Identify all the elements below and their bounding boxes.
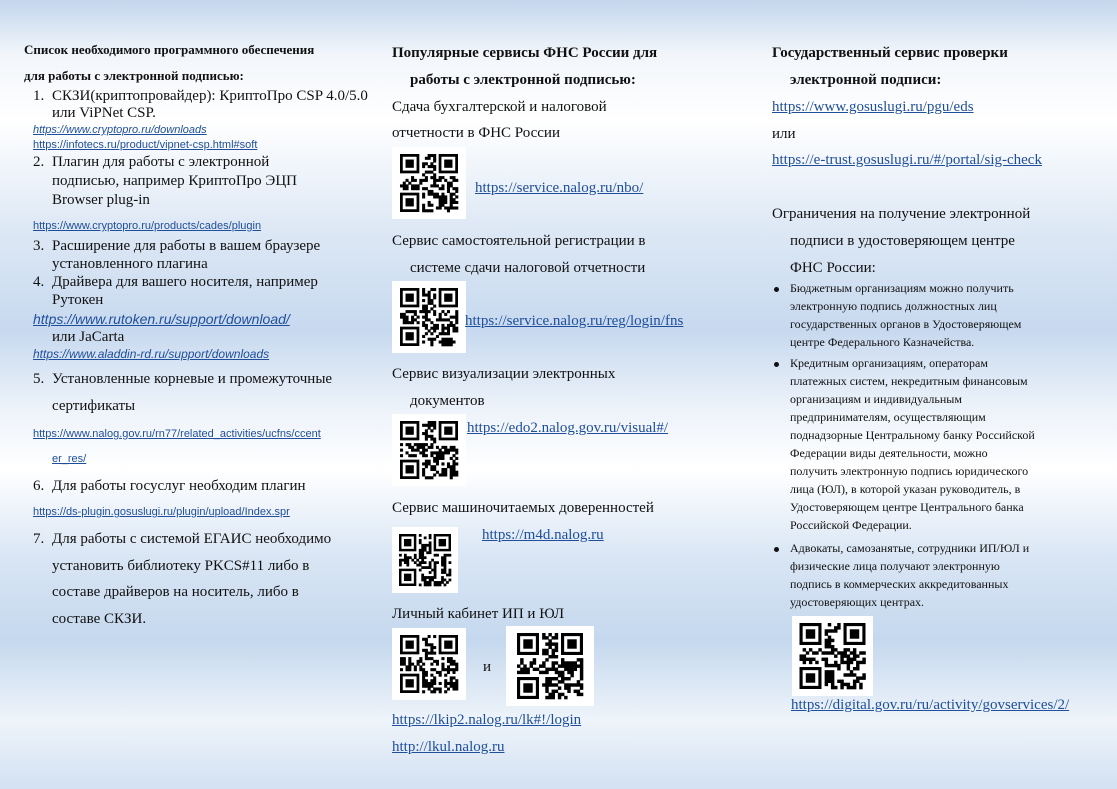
list-item-text: Для работы с системой ЕГАИС необходимо: [52, 531, 332, 547]
or-text: или: [772, 126, 796, 142]
list-number: 6.: [33, 478, 45, 494]
bullet-text: Кредитным организациям, операторам: [790, 356, 988, 370]
limits-title-line3: ФНС России:: [790, 260, 876, 276]
bullet-text: поднадзорные Центральному банку Российской: [790, 428, 1035, 442]
list-item-text: или ViPNet CSP.: [52, 105, 156, 121]
and-separator: и: [483, 659, 492, 675]
bullet-text: Российской Федерации.: [790, 518, 912, 532]
list-item-text: Расширение для работы в вашем браузере: [52, 238, 321, 254]
bullet-text: физические лица получают электронную: [790, 559, 1000, 573]
list-number: 4.: [33, 274, 45, 290]
list-item-text: Browser plug-in: [52, 192, 150, 208]
limits-title-line2: подписи в удостоверяющем центре: [790, 233, 1015, 249]
list-item-text: составе СКЗИ.: [52, 611, 147, 627]
lkul-link[interactable]: http://lkul.nalog.ru: [392, 739, 505, 755]
qr-code-lkul: [506, 626, 594, 706]
cryptopro-downloads-link[interactable]: https://www.cryptopro.ru/downloads: [33, 124, 207, 136]
software-title-line2: для работы с электронной подписью:: [24, 68, 244, 83]
list-number: 2.: [33, 154, 45, 170]
list-item-text: установленного плагина: [52, 256, 208, 272]
list-item-text: Рутокен: [52, 292, 104, 308]
bullet-text: Удостоверяющем центре Центрального банка: [790, 500, 1024, 514]
list-item-text: сертификаты: [52, 398, 136, 414]
limits-title: Ограничения на получение электронной: [772, 206, 1031, 222]
bullet-icon: [774, 287, 779, 292]
list-item-text: Плагин для работы с электронной: [52, 154, 270, 170]
bullet-text: государственных органов в Удостоверяющем: [790, 317, 1022, 331]
qr-code-digital: [792, 616, 873, 696]
cades-plugin-link[interactable]: https://www.cryptopro.ru/products/cades/plugin: [33, 220, 262, 232]
list-item-text: подписью, например КриптоПро ЭЦП: [52, 173, 297, 189]
bullet-text: предпринимателям, осуществляющим: [790, 410, 986, 424]
etrust-link[interactable]: https://e-trust.gosuslugi.ru/#/portal/sig-check: [772, 152, 1042, 168]
bullet-text: Адвокаты, самозанятые, сотрудники ИП/ЮЛ и: [790, 541, 1030, 555]
root-certificates-link-cont[interactable]: er_res/: [52, 453, 87, 465]
service-visual-link[interactable]: https://edo2.nalog.gov.ru/visual#/: [467, 420, 669, 436]
bullet-text: центре Федерального Казначейства.: [790, 335, 975, 349]
verification-title-line2: электронной подписи:: [790, 72, 942, 88]
service-reg-title: Сервис самостоятельной регистрации в: [392, 233, 646, 249]
bullet-text: подпись в коммерческих аккредитованных: [790, 577, 1009, 591]
list-item-text: Для работы госуслуг необходим плагин: [52, 478, 306, 494]
bullet-text: электронную подпись должностных лиц: [790, 299, 997, 313]
lkip-link[interactable]: https://lkip2.nalog.ru/lk#!/login: [392, 712, 582, 728]
qr-code-m4d: [392, 527, 458, 593]
service-reg-link[interactable]: https://service.nalog.ru/reg/login/fns: [465, 313, 684, 329]
bullet-text: лица (ЮЛ), в которой указан руководитель, в: [790, 482, 1021, 496]
service-nbo-link[interactable]: https://service.nalog.ru/nbo/: [475, 180, 644, 196]
service-cabinet-title: Личный кабинет ИП и ЮЛ: [392, 606, 565, 622]
qr-code-visual: [392, 414, 466, 486]
bullet-text: удостоверяющих центрах.: [790, 595, 925, 609]
list-item-text: или JaCarta: [52, 329, 125, 345]
gosuslugi-plugin-link[interactable]: https://ds-plugin.gosuslugi.ru/plugin/upload/Index.spr: [33, 506, 290, 518]
list-item-text: установить библиотеку PKCS#11 либо в: [52, 558, 310, 574]
service-reg-title-line2: системе сдачи налоговой отчетности: [410, 260, 646, 276]
list-item-text: СКЗИ(криптопровайдер): КриптоПро CSP 4.0/5.0: [52, 88, 368, 104]
service-nbo-title-line2: отчетности в ФНС России: [392, 125, 560, 141]
verification-title: Государственный сервис проверки: [772, 45, 1008, 61]
bullet-text: Бюджетным организациям можно получить: [790, 281, 1014, 295]
qr-code-nbo: [392, 147, 466, 219]
list-item-text: Драйвера для вашего носителя, например: [52, 274, 318, 290]
aladdin-link[interactable]: https://www.aladdin-rd.ru/support/downloads: [33, 347, 270, 361]
services-title-line2: работы с электронной подписью:: [410, 72, 636, 88]
bullet-icon: [774, 362, 779, 367]
vipnet-link[interactable]: https://infotecs.ru/product/vipnet-csp.html#soft: [33, 139, 258, 151]
digital-gov-link[interactable]: https://digital.gov.ru/ru/activity/govservices/2/: [791, 697, 1070, 713]
bullet-icon: [774, 547, 779, 552]
bullet-text: получить электронную подпись юридического: [790, 464, 1029, 478]
bullet-text: Федерации виды деятельности, можно: [790, 446, 988, 460]
list-item-text: составе драйверов на носитель, либо в: [52, 584, 299, 600]
service-m4d-title: Сервис машиночитаемых доверенностей: [392, 500, 654, 516]
gosuslugi-eds-link[interactable]: https://www.gosuslugi.ru/pgu/eds: [772, 99, 974, 115]
service-visual-title: Сервис визуализации электронных: [392, 366, 616, 382]
services-title: Популярные сервисы ФНС России для: [392, 45, 658, 61]
bullet-text: организациям и индивидуальным: [790, 392, 962, 406]
service-visual-title-line2: документов: [410, 393, 485, 409]
root-certificates-link[interactable]: https://www.nalog.gov.ru/rn77/related_activities/ucfns/ccent: [33, 428, 321, 440]
software-title: Список необходимого программного обеспечения: [24, 42, 315, 57]
list-number: 5.: [33, 371, 45, 387]
list-item-text: Установленные корневые и промежуточные: [52, 371, 333, 387]
list-number: 7.: [33, 531, 45, 547]
qr-code-reg: [392, 281, 466, 353]
rutoken-link[interactable]: https://www.rutoken.ru/support/download/: [33, 311, 290, 327]
service-nbo-title: Сдача бухгалтерской и налоговой: [392, 99, 607, 115]
qr-code-lkip: [392, 628, 466, 700]
list-number: 1.: [33, 88, 45, 104]
list-number: 3.: [33, 238, 45, 254]
service-m4d-link[interactable]: https://m4d.nalog.ru: [482, 527, 604, 543]
bullet-text: платежных систем, некредитным финансовым: [790, 374, 1028, 388]
